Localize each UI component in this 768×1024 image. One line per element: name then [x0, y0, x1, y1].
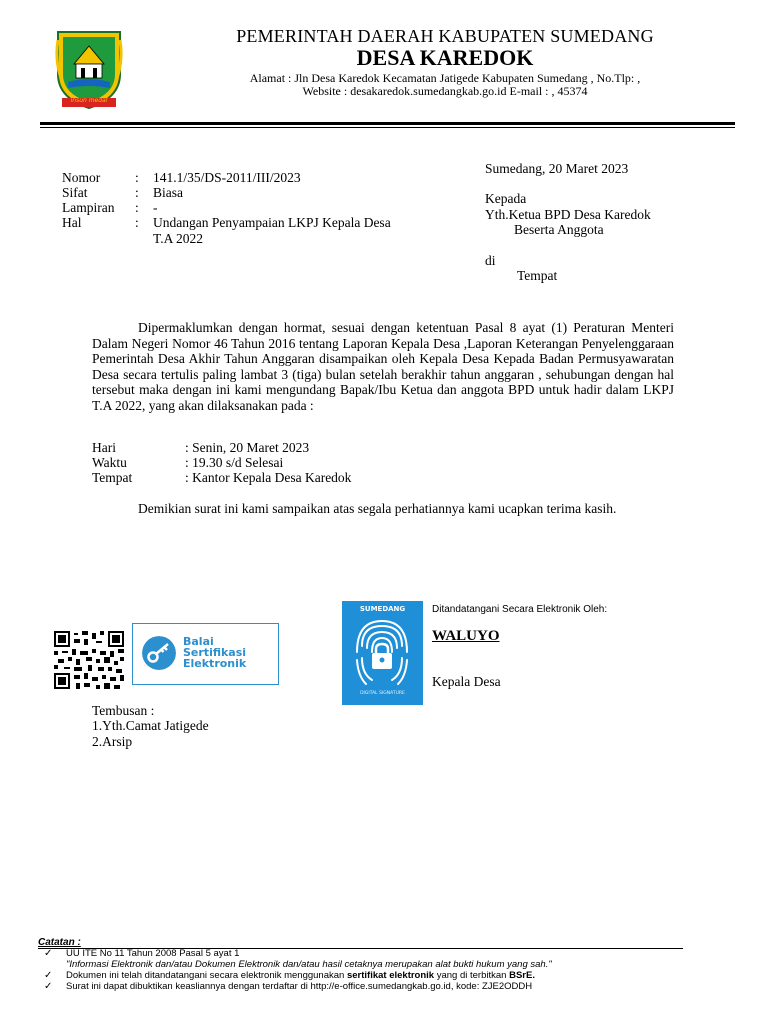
bsre-text-1: Balai	[183, 635, 214, 648]
address-line: Alamat : Jln Desa Karedok Kecamatan Jatigede Kabupaten Sumedang , No.Tlp: ,	[249, 71, 641, 85]
recipient-line2: Beserta Anggota	[514, 222, 604, 237]
qr-code-icon	[54, 631, 124, 689]
footer-line-3-b: sertifikat elektronik	[346, 970, 435, 981]
closing-paragraph: Demikian surat ini kami sampaikan atas segala perhatiannya kami ucapkan terima kasih.	[138, 501, 617, 516]
checkmark-icon: ✓	[44, 948, 53, 959]
key-icon	[142, 636, 176, 670]
footer-line-3-a: Dokumen ini telah ditandatangani secara elektronik menggunakan	[66, 970, 347, 981]
recipient-di: di	[485, 253, 496, 268]
bsre-logo	[132, 623, 279, 685]
meta-label: Hal	[62, 215, 82, 230]
checkmark-icon: ✓	[44, 981, 53, 992]
fingerprint-lock-icon	[354, 618, 411, 688]
meta-label: Sifat	[62, 185, 88, 200]
meta-label: Lampiran	[62, 200, 115, 215]
place-date: Sumedang, 20 Maret 2023	[485, 161, 629, 176]
village-name: DESA KAREDOK	[356, 45, 534, 70]
body-paragraph: Dipermaklumkan dengan hormat, sesuai dengan ketentuan Pasal 8 ayat (1) Peraturan Menteri Dalam Negeri Nomor 46 Tahun 2016 tentang Laporan Kepala Desa ,Laporan Keterangan Penyelenggaraan Pemerintah Desa Akhir Tahun Anggaran disampaikan oleh Kepala Desa Kepada Badan Permusyawaratan Desa secara tertulis paling lambat 3 (tiga) bulan setelah berakhir tahun anggaran , sehubungan dengan hal tersebut maka dengan ini kami mengundang Bapak/Ibu Ketua dan anggota BPD untuk hadir dalam LKPJ T.A 2022, yang akan dilaksanakan pada :	[92, 320, 674, 413]
event-value-tempat: : Kantor Kepala Desa Karedok	[185, 470, 352, 485]
event-label: Waktu	[92, 455, 127, 470]
digital-signature-badge	[342, 601, 423, 705]
tembusan-item: 1.Yth.Camat Jatigede	[92, 718, 209, 733]
footer-line-3	[66, 970, 535, 981]
meta-colon: :	[135, 215, 139, 230]
event-value-waktu: : 19.30 s/d Selesai	[185, 455, 284, 470]
checkmark-icon: ✓	[44, 970, 53, 981]
badge-bottom-text: DIGITAL SIGNATURE	[360, 691, 405, 696]
tembusan-title: Tembusan :	[92, 703, 155, 718]
event-label: Hari	[92, 440, 116, 455]
signed-electronically-note: Ditandatangani Secara Elektronik Oleh:	[432, 604, 608, 615]
meta-colon: :	[135, 200, 139, 215]
footer-line-1: UU ITE No 11 Tahun 2008 Pasal 5 ayat 1	[66, 948, 240, 959]
footer-line-2: "Informasi Elektronik dan/atau Dokumen Elektronik dan/atau hasil cetaknya merupakan alat bukti hukum yang sah."	[66, 959, 552, 970]
bsre-text-3: Elektronik	[183, 657, 247, 670]
bsre-text-2: Sertifikasi	[183, 646, 247, 659]
event-label: Tempat	[92, 470, 133, 485]
badge-top-text: SUMEDANG	[359, 605, 406, 613]
government-name: PEMERINTAH DAERAH KABUPATEN SUMEDANG	[236, 26, 654, 46]
website-line: Website : desakaredok.sumedangkab.go.id E-mail : , 45374	[302, 84, 588, 98]
meta-value-sifat: Biasa	[153, 185, 183, 200]
recipient-line1: Yth.Ketua BPD Desa Karedok	[485, 207, 651, 222]
meta-colon: :	[135, 170, 139, 185]
tembusan-item: 2.Arsip	[92, 734, 133, 749]
signer-name: WALUYO	[432, 628, 500, 644]
logo-motto: insun medal	[70, 97, 108, 104]
event-value-hari: : Senin, 20 Maret 2023	[185, 440, 310, 455]
meta-value-nomor: 141.1/35/DS-2011/III/2023	[153, 170, 301, 185]
header-divider	[40, 122, 735, 125]
signer-title: Kepala Desa	[432, 674, 501, 689]
recipient-tempat: Tempat	[517, 268, 558, 283]
meta-label: Nomor	[62, 170, 101, 185]
meta-value-lampiran: -	[153, 200, 158, 215]
recipient-kepada: Kepada	[485, 191, 527, 206]
footer-line-3-d: BSrE.	[509, 970, 535, 981]
footer-line-3-c: yang di terbitkan	[434, 970, 510, 981]
footer-title: Catatan :	[38, 937, 81, 948]
header-divider-thin	[40, 127, 735, 128]
meta-value-hal: Undangan Penyampaian LKPJ Kepala Desa T.A 2022	[153, 215, 391, 246]
meta-colon: :	[135, 185, 139, 200]
footer-line-4: Surat ini dapat dibuktikan keasliannya dengan terdaftar di http://e-office.sumedangkab.go.id, kode: ZJE2ODDH	[66, 981, 533, 992]
